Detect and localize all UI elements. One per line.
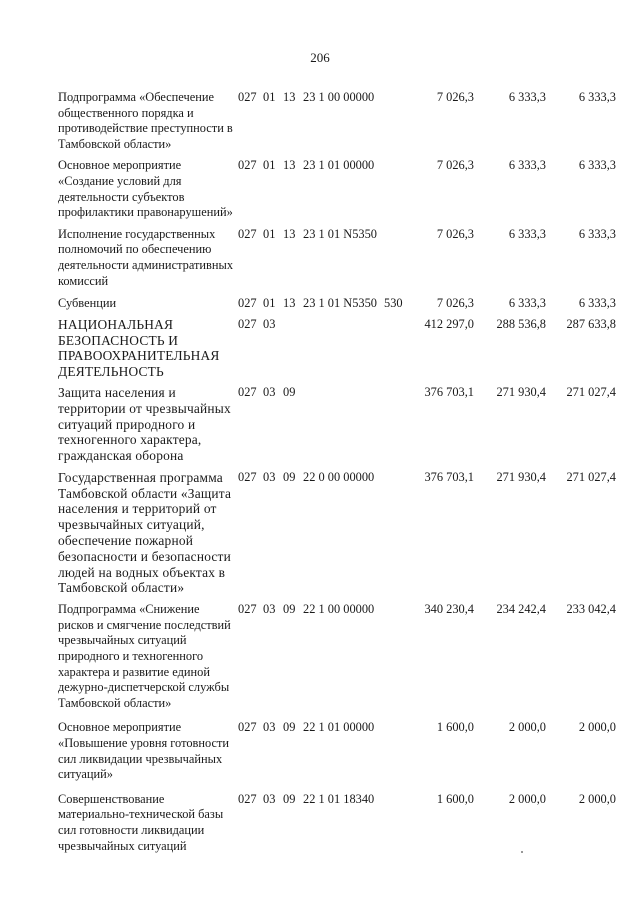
row-value-year2: 271 930,4	[496, 384, 546, 399]
row-target-article: 22 0 00 00000	[303, 469, 375, 484]
row-value-year2: 6 333,3	[508, 158, 546, 173]
table-row	[0, 602, 640, 711]
row-value-year1: 7 026,3	[436, 296, 474, 311]
row-target-article: 23 1 01 N5350	[303, 296, 377, 311]
table-row	[0, 470, 640, 596]
row-value-year1: 412 297,0	[424, 316, 474, 331]
row-section: 03	[263, 469, 276, 484]
row-subsection: 09	[283, 602, 296, 617]
row-target-article: 23 1 01 N5350	[303, 226, 377, 241]
row-value-year1: 7 026,3	[436, 226, 474, 241]
row-value-year2: 271 930,4	[496, 469, 546, 484]
budget-table	[0, 88, 640, 854]
row-name: Исполнение государственных полномочий по обеспечению деятельности административных комиссий	[58, 226, 234, 288]
row-value-year1: 1 600,0	[436, 720, 474, 735]
row-target-article: 22 1 01 00000	[303, 720, 375, 735]
row-name: Совершенствование материально-технической базы сил готовности ликвидации чрезвычайных ситуаций	[58, 791, 224, 853]
row-value-year3: 6 333,3	[578, 296, 616, 311]
row-section: 01	[263, 226, 276, 241]
row-expense-type: 530	[384, 296, 403, 311]
table-row	[0, 317, 640, 380]
row-value-year2: 6 333,3	[508, 90, 546, 104]
row-grbs: 027	[238, 226, 257, 241]
row-section: 03	[263, 384, 276, 399]
row-grbs: 027	[238, 316, 257, 331]
row-value-year3: 6 333,3	[578, 158, 616, 173]
table-row	[0, 227, 640, 289]
row-value-year3: 6 333,3	[578, 90, 616, 104]
row-name: Основное мероприятие «Повышение уровня готовности сил ликвидации чрезвычайных ситуаций»	[58, 720, 230, 782]
row-value-year3: 2 000,0	[578, 720, 616, 735]
row-section: 01	[263, 158, 276, 173]
row-value-year3: 233 042,4	[566, 602, 616, 617]
table-row	[0, 90, 640, 152]
row-grbs: 027	[238, 720, 257, 735]
row-name: Подпрограмма «Снижение рисков и смягчение последствий чрезвычайных ситуаций природного и техногенного характера и развитие единой дежурно-диспетчерской службы Тамбовской области»	[58, 602, 231, 710]
row-grbs: 027	[238, 296, 257, 311]
row-subsection: 09	[283, 384, 296, 399]
scan-speck	[521, 851, 523, 853]
row-grbs: 027	[238, 384, 257, 399]
row-subsection: 13	[283, 90, 296, 104]
table-row	[0, 792, 640, 854]
row-value-year1: 1 600,0	[436, 791, 474, 806]
row-value-year1: 376 703,1	[424, 469, 474, 484]
row-name: Защита населения и территории от чрезвычайных ситуаций природного и техногенного характера, гражданская оборона	[58, 384, 231, 464]
row-value-year3: 271 027,4	[566, 469, 616, 484]
row-value-year1: 7 026,3	[436, 90, 474, 104]
row-section: 03	[263, 791, 276, 806]
row-section: 01	[263, 296, 276, 311]
row-target-article: 22 1 01 18340	[303, 791, 375, 806]
row-value-year2: 2 000,0	[508, 791, 546, 806]
row-value-year2: 2 000,0	[508, 720, 546, 735]
row-section: 03	[263, 316, 276, 331]
row-value-year2: 234 242,4	[496, 602, 546, 617]
row-target-article: 23 1 00 00000	[303, 90, 375, 104]
row-value-year2: 6 333,3	[508, 296, 546, 311]
row-grbs: 027	[238, 602, 257, 617]
row-subsection: 13	[283, 158, 296, 173]
row-value-year3: 287 633,8	[566, 316, 616, 331]
row-target-article: 23 1 01 00000	[303, 158, 375, 173]
row-section: 03	[263, 602, 276, 617]
row-subsection: 09	[283, 469, 296, 484]
row-name: Субвенции	[58, 296, 117, 311]
row-value-year1: 376 703,1	[424, 384, 474, 399]
row-grbs: 027	[238, 791, 257, 806]
row-grbs: 027	[238, 90, 257, 104]
table-row	[0, 385, 640, 464]
row-subsection: 13	[283, 226, 296, 241]
row-value-year3: 2 000,0	[578, 791, 616, 806]
row-value-year1: 340 230,4	[424, 602, 474, 617]
row-subsection: 09	[283, 720, 296, 735]
row-subsection: 09	[283, 791, 296, 806]
row-name: Основное мероприятие «Создание условий для деятельности субъектов профилактики правонарушений»	[58, 158, 233, 220]
page-number: 206	[310, 50, 330, 65]
table-row	[0, 720, 640, 782]
row-subsection: 13	[283, 296, 296, 311]
row-value-year1: 7 026,3	[436, 158, 474, 173]
row-value-year2: 288 536,8	[496, 316, 546, 331]
row-grbs: 027	[238, 158, 257, 173]
row-name: НАЦИОНАЛЬНАЯ БЕЗОПАСНОСТЬ И ПРАВООХРАНИТЕЛЬНАЯ ДЕЯТЕЛЬНОСТЬ	[58, 316, 220, 380]
row-grbs: 027	[238, 469, 257, 484]
row-value-year3: 6 333,3	[578, 226, 616, 241]
row-target-article: 22 1 00 00000	[303, 602, 375, 617]
table-row	[0, 158, 640, 220]
row-section: 01	[263, 90, 276, 104]
row-section: 03	[263, 720, 276, 735]
row-name: Подпрограмма «Обеспечение общественного порядка и противодействие преступности в Тамбовской области»	[58, 90, 233, 151]
row-value-year2: 6 333,3	[508, 226, 546, 241]
row-name: Государственная программа Тамбовской области «Защита населения и территорий от чрезвычайных ситуаций, обеспечение пожарной безопасности и безопасности людей на водных объектах в Тамбовской области»	[58, 469, 232, 596]
table-row	[0, 296, 640, 312]
row-value-year3: 271 027,4	[566, 384, 616, 399]
